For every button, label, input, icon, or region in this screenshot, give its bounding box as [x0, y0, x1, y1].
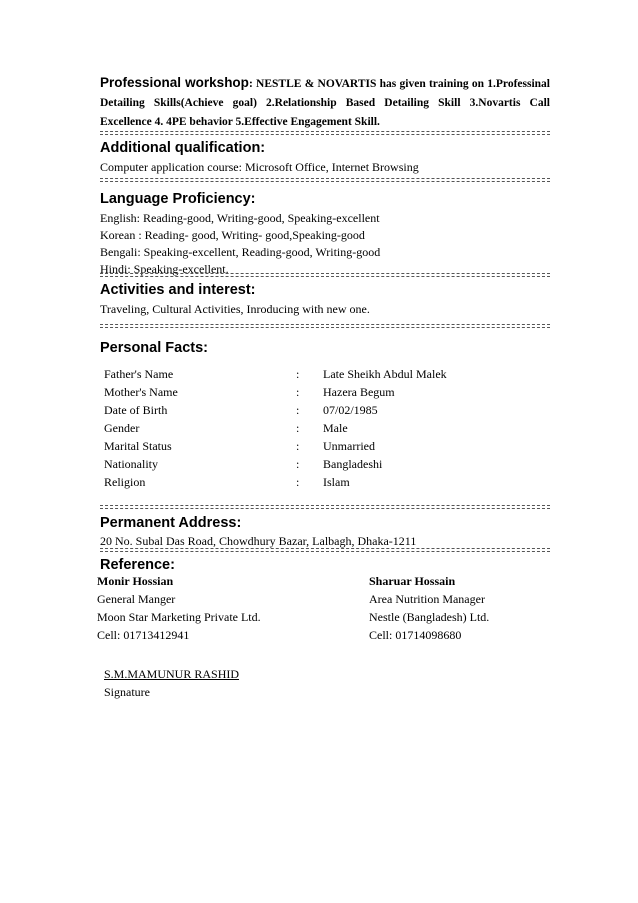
address-section	[100, 514, 550, 550]
reference-title: Area Nutrition Manager	[369, 592, 485, 606]
workshop-paragraph	[100, 73, 550, 132]
activities-line: Traveling, Cultural Activities, Inroducing with new one.	[100, 302, 370, 316]
reference-person-2	[369, 572, 489, 644]
activities-section	[100, 281, 550, 318]
fact-sep: :	[296, 403, 300, 417]
language-line-bengali: Bengali: Speaking-excellent, Reading-good, Writing-good	[100, 245, 381, 259]
fact-value: 07/02/1985	[323, 403, 378, 417]
language-section	[100, 190, 550, 278]
fact-key: Date of Birth	[104, 403, 168, 417]
reference-org: Moon Star Marketing Private Ltd.	[97, 610, 261, 624]
fact-key: Nationality	[104, 457, 158, 471]
fact-sep: :	[296, 385, 300, 399]
divider	[100, 505, 550, 509]
divider	[100, 178, 550, 182]
language-heading: Language Proficiency:	[100, 191, 256, 207]
language-line-english: English: Reading-good, Writing-good, Speaking-excellent	[100, 211, 380, 225]
fact-key: Gender	[104, 421, 140, 435]
language-line-hindi: Hindi: Speaking-excellent.	[100, 262, 229, 276]
fact-key: Mother's Name	[104, 385, 178, 399]
fact-sep: :	[296, 421, 300, 435]
language-line-korean: Korean : Reading- good, Writing- good,Speaking-good	[100, 228, 365, 242]
personal-heading: Personal Facts:	[100, 340, 208, 356]
fact-sep: :	[296, 457, 300, 471]
fact-value: Late Sheikh Abdul Malek	[323, 367, 447, 381]
divider	[100, 273, 550, 277]
fact-value: Male	[323, 421, 348, 435]
fact-sep: :	[296, 367, 300, 381]
reference-org: Nestle (Bangladesh) Ltd.	[369, 610, 490, 624]
workshop-text: : NESTLE & NOVARTIS has given training on 1.Professinal Detailing Skills(Achieve goal) 2.Relationship Based Detailing Skill 3.Novartis Call Excellence 4. 4PE behavior 5.Effective Engagement Skill.	[100, 78, 550, 128]
fact-key: Father's Name	[104, 367, 174, 381]
reference-name: Monir Hossian	[97, 574, 174, 588]
fact-value: Unmarried	[323, 439, 375, 453]
reference-cell: Cell: 01714098680	[369, 628, 462, 642]
qualification-section	[100, 139, 550, 176]
address-heading: Permanent Address:	[100, 515, 242, 531]
divider	[100, 324, 550, 328]
qualification-heading: Additional qualification:	[100, 140, 266, 156]
fact-value: Hazera Begum	[323, 385, 395, 399]
qualification-line: Computer application course: Microsoft Office, Internet Browsing	[100, 160, 419, 174]
personal-section	[100, 339, 550, 357]
fact-key: Religion	[104, 475, 146, 489]
divider	[100, 548, 550, 552]
address-line: 20 No. Subal Das Road, Chowdhury Bazar, Lalbagh, Dhaka-1211	[100, 534, 417, 548]
fact-sep: :	[296, 475, 300, 489]
reference-name: Sharuar Hossain	[369, 574, 456, 588]
signature-label: Signature	[104, 685, 150, 699]
fact-sep: :	[296, 439, 300, 453]
signature-name: S.M.MAMUNUR RASHID	[104, 667, 240, 681]
reference-cell: Cell: 01713412941	[97, 628, 190, 642]
reference-person-1	[97, 572, 261, 644]
divider	[100, 131, 550, 135]
fact-value: Bangladeshi	[323, 457, 383, 471]
workshop-label: Professional workshop	[100, 75, 249, 90]
reference-heading: Reference:	[100, 557, 175, 573]
reference-title: General Manger	[97, 592, 176, 606]
fact-key: Marital Status	[104, 439, 172, 453]
activities-heading: Activities and interest:	[100, 282, 256, 298]
fact-value: Islam	[323, 475, 350, 489]
signature-block	[104, 665, 239, 701]
